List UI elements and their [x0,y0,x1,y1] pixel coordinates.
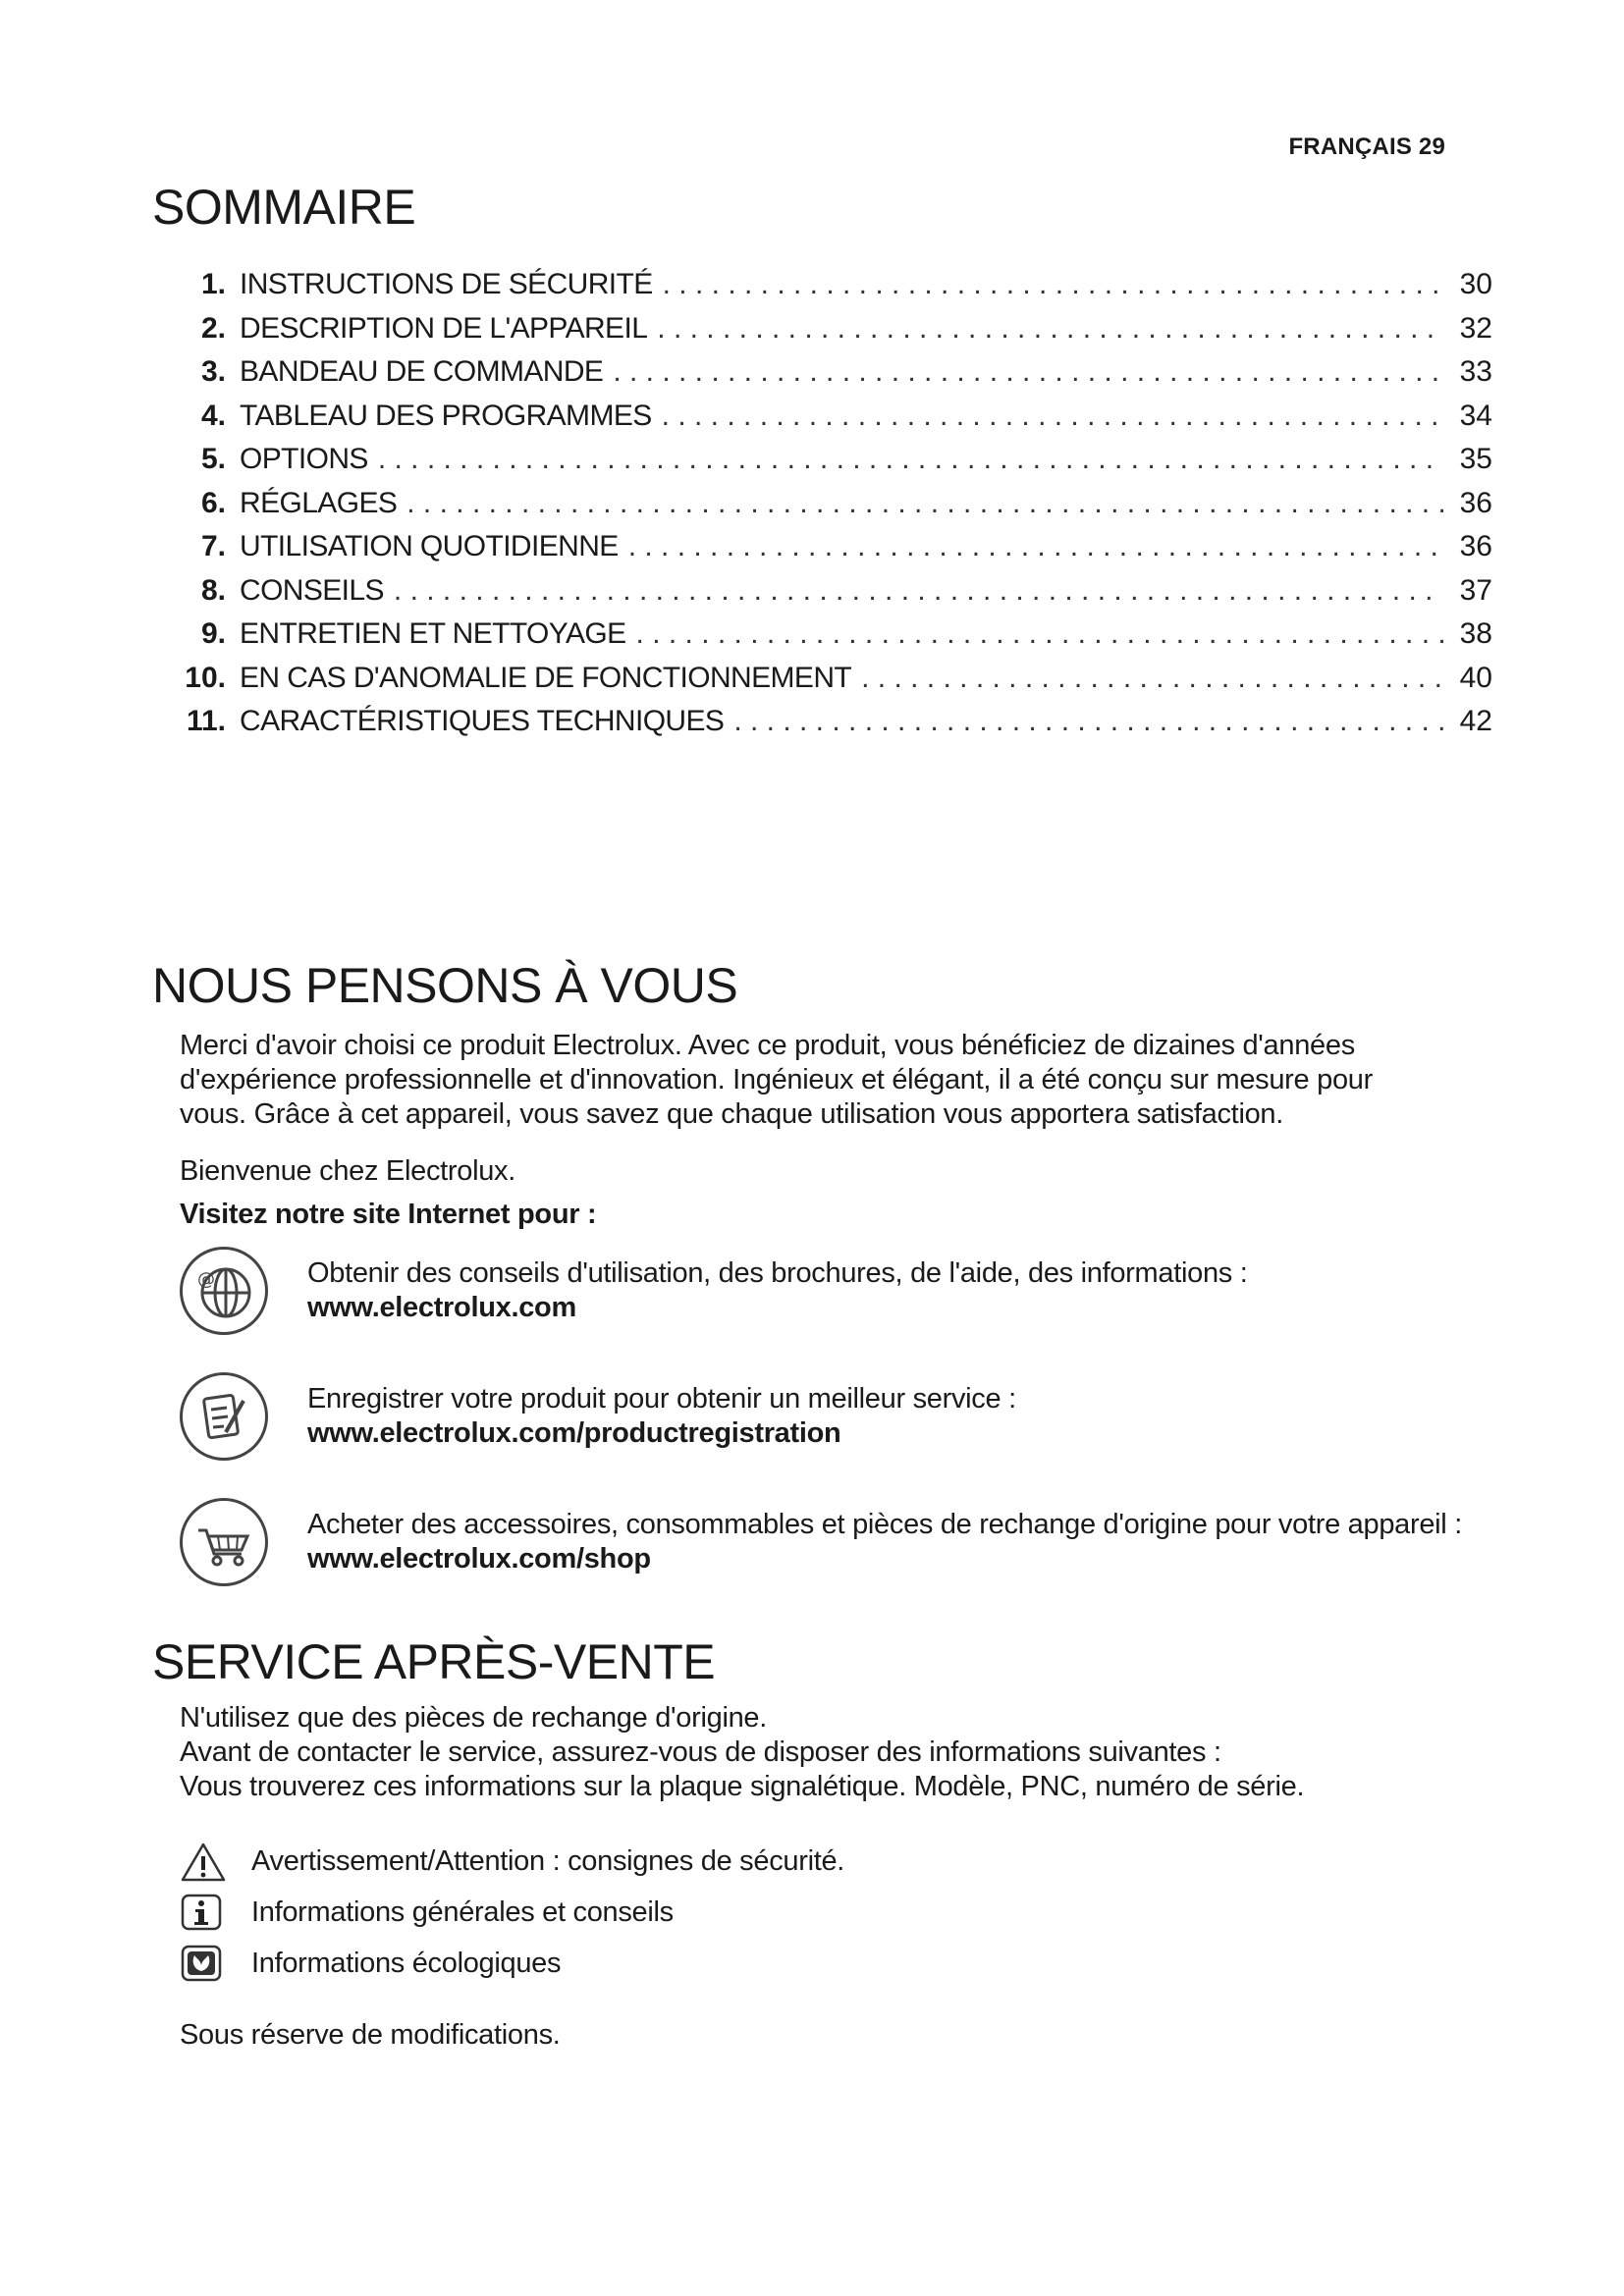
toc-item-leader [662,400,1443,433]
intro-line-3: vous. Grâce à cet appareil, vous savez que chaque utilisation vous apportera satisfaction. [180,1098,1283,1130]
toc-item-page: 33 [1459,355,1492,388]
toc-item-number: 8. [200,573,226,607]
toc-item[interactable] [167,705,1492,749]
toc-item-title: UTILISATION QUOTIDIENNE [240,530,619,562]
legend-eco [180,1944,1063,1987]
legend-eco-text: Informations écologiques [251,1948,562,1979]
toc-item-title: DESCRIPTION DE L'APPAREIL [240,311,648,345]
toc-item-title: RÉGLAGES [240,486,398,519]
visit-item-info-desc: Obtenir des conseils d'utilisation, des brochures, de l'aide, des informations : [307,1257,1248,1289]
visit-item-registration-desc: Enregistrer votre produit pour obtenir un meilleur service : [307,1383,1016,1415]
toc-item-page: 35 [1459,443,1492,475]
visit-item-registration [180,1372,1500,1480]
nous-pensons-title: NOUS PENSONS À VOUS [152,958,738,1013]
toc-item-number: 7. [200,530,226,562]
visit-item-shop [180,1498,1500,1606]
toc-item-leader [613,355,1443,389]
toc-item-leader [378,443,1443,476]
toc-item-number: 2. [200,311,226,345]
globe-icon [180,1247,268,1335]
footer-note: Sous réserve de modifications. [180,2019,561,2051]
toc-item[interactable] [167,530,1492,574]
toc-item-leader [663,268,1443,301]
toc-item-page: 40 [1459,661,1492,694]
intro-line-2: d'expérience professionnelle et d'innovation. Ingénieux et élégant, il a été conçu sur mesure pour [180,1064,1373,1095]
legend-info-text: Informations générales et conseils [251,1896,674,1928]
svg-text:@: @ [197,1269,215,1290]
service-title: SERVICE APRÈS-VENTE [152,1634,716,1689]
warning-icon [180,1842,227,1883]
toc-item-title: BANDEAU DE COMMANDE [240,355,604,388]
service-line-3: Vous trouverez ces informations sur la plaque signalétique. Modèle, PNC, numéro de série. [180,1771,1305,1802]
toc-item[interactable] [167,268,1492,312]
service-line-1: N'utilisez que des pièces de rechange d'origine. [180,1702,767,1734]
legend-info [180,1893,1063,1936]
visit-heading: Visitez notre site Internet pour : [180,1199,597,1230]
page-header: FRANÇAIS 29 [1288,133,1445,160]
visit-item-info [180,1247,1500,1355]
toc-item-page: 38 [1459,617,1492,650]
toc-item-number: 11. [186,705,226,737]
toc-item[interactable] [167,487,1492,531]
toc-item-number: 4. [200,399,226,432]
toc-item-number: 1. [200,268,226,300]
toc-item-number: 9. [200,617,226,650]
visit-item-shop-text [307,1508,1500,1576]
toc-item-page: 34 [1459,399,1492,432]
toc-item-page: 37 [1459,573,1492,607]
welcome-text: Bienvenue chez Electrolux. [180,1155,516,1187]
visit-item-shop-desc: Acheter des accessoires, consommables et pièces de rechange d'origine pour votre appareil : [307,1509,1462,1540]
table-of-contents [167,268,1492,749]
toc-item-leader [733,705,1443,738]
toc-item-page: 32 [1459,311,1492,345]
toc-item[interactable] [167,574,1492,618]
service-paragraph [180,1701,1500,1804]
sommaire-title: SOMMAIRE [152,180,416,235]
toc-item-leader [657,312,1443,346]
legend-warning [180,1842,1063,1885]
toc-item-number: 5. [200,443,226,475]
toc-item-title: INSTRUCTIONS DE SÉCURITÉ [240,268,653,300]
toc-item-page: 36 [1459,486,1492,519]
toc-item[interactable] [167,312,1492,356]
toc-item[interactable] [167,355,1492,400]
eco-icon [180,1944,227,1985]
visit-item-registration-text [307,1382,1500,1451]
link-electrolux[interactable]: www.electrolux.com [307,1292,576,1323]
toc-item[interactable] [167,443,1492,487]
cart-icon [180,1498,268,1586]
toc-item-title: OPTIONS [240,443,368,475]
toc-item-leader [628,530,1443,563]
service-line-2: Avant de contacter le service, assurez-vous de disposer des informations suivantes : [180,1736,1221,1768]
toc-item-title: EN CAS D'ANOMALIE DE FONCTIONNEMENT [240,661,852,694]
toc-item[interactable] [167,400,1492,444]
intro-line-1: Merci d'avoir choisi ce produit Electrolux. Avec ce produit, vous bénéficiez de dizaines d'années [180,1030,1355,1061]
toc-item-title: TABLEAU DES PROGRAMMES [240,399,652,432]
toc-item-leader [861,662,1443,695]
toc-item-title: CONSEILS [240,573,384,607]
toc-item-leader [636,617,1443,651]
toc-item[interactable] [167,617,1492,662]
toc-item-leader [394,574,1443,608]
link-shop[interactable]: www.electrolux.com/shop [307,1543,651,1575]
info-icon [180,1893,227,1934]
toc-item-number: 3. [200,355,226,388]
legend-warning-text: Avertissement/Attention : consignes de sécurité. [251,1845,845,1877]
registration-icon [180,1372,268,1461]
toc-item-page: 30 [1459,268,1492,300]
toc-item-number: 6. [200,486,226,519]
toc-item-page: 36 [1459,530,1492,562]
toc-item[interactable] [167,662,1492,706]
toc-item-title: ENTRETIEN ET NETTOYAGE [240,617,626,650]
toc-item-page: 42 [1459,705,1492,737]
toc-item-title: CARACTÉRISTIQUES TECHNIQUES [240,705,725,737]
link-productregistration[interactable]: www.electrolux.com/productregistration [307,1417,841,1449]
intro-paragraph [180,1029,1500,1132]
toc-item-number: 10. [185,661,226,694]
visit-item-info-text [307,1256,1500,1325]
toc-item-leader [406,487,1443,520]
